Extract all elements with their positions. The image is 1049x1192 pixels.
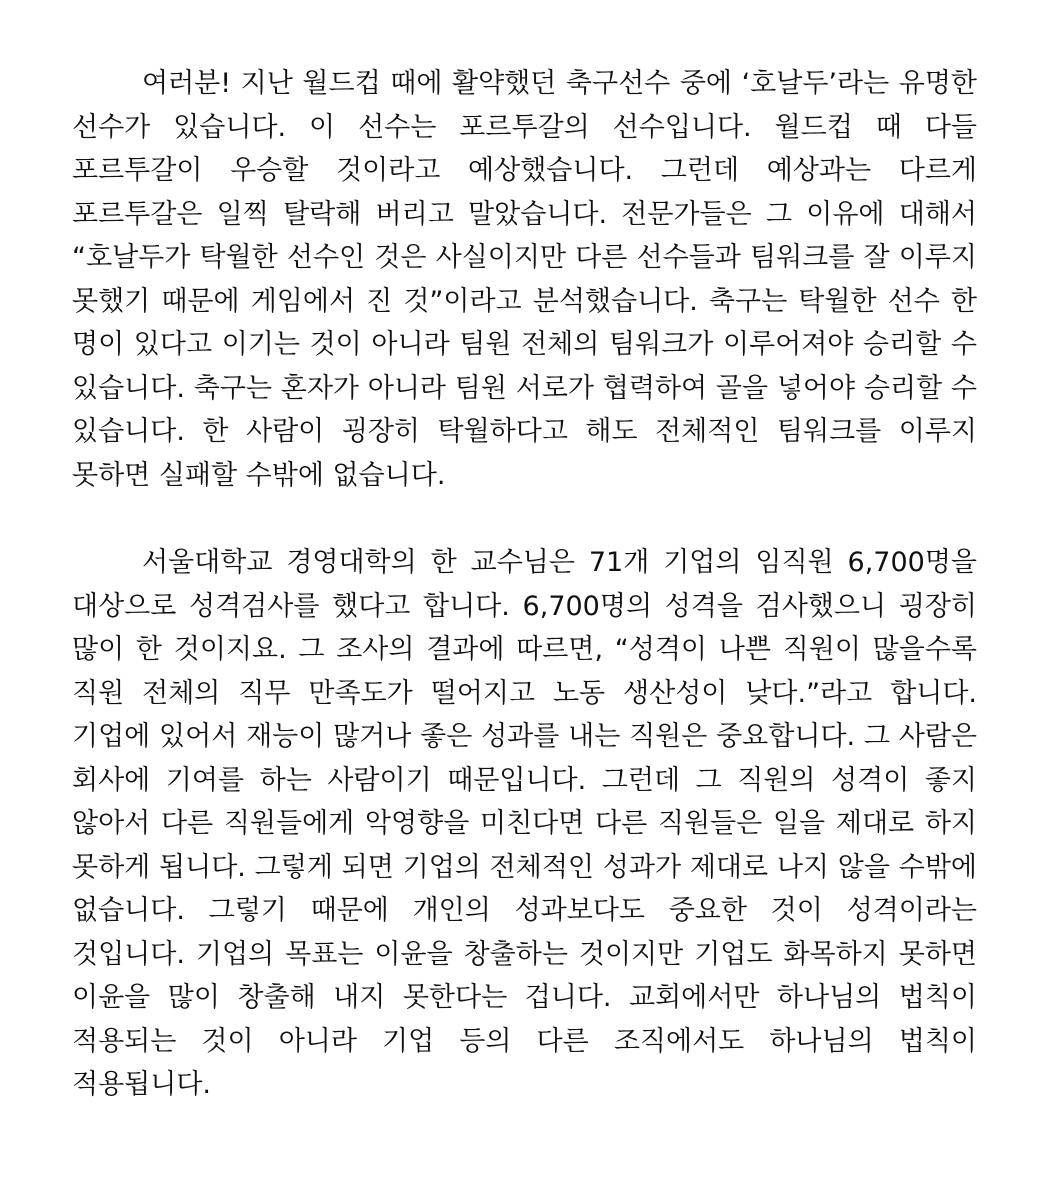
paragraph-ronaldo-teamwork: 여러분! 지난 월드컵 때에 활약했던 축구선수 중에 ‘호날두’라는 유명한 선수가 있습니다. 이 선수는 포르투갈의 선수입니다. 월드컵 때 다들 포르투갈이 우승할 것이라고 예상했습니다. 그런데 예상과는 다르게 포르투갈은 일찍 탈락해 버리고 말았습니다. 전문가들은 그 이유에 대해서 “호날두가 탁월한 선수인 것은 사실이지만 다른 선수들과 팀워크를 잘 이루지 못했기 때문에 게임에서 진 것”이라고 분석했습니다. 축구는 탁월한 선수 한 명이 있다고 이기는 것이 아니라 팀원 전체의 팀워크가 이루어져야 승리할 수 있습니다. 축구는 혼자가 아니라 팀원 서로가 협력하여 골을 넣어야 승리할 수 있습니다. 한 사람이 굉장히 탁월하다고 해도 전체적인 팀워크를 이루지 못하면 실패할 수밖에 없습니다. bbox=[72, 68, 977, 491]
paragraph-personality-study: 서울대학교 경영대학의 한 교수님은 71개 기업의 임직원 6,700명을 대상으로 성격검사를 했다고 합니다. 6,700명의 성격을 검사했으니 굉장히 많이 한 것이지요. 그 조사의 결과에 따르면, “성격이 나쁜 직원이 많을수록 직원 전체의 직무 만족도가 떨어지고 노동 생산성이 낮다.”라고 합니다. 기업에 있어서 재능이 많거나 좋은 성과를 내는 직원은 중요합니다. 그 사람은 회사에 기여를 하는 사람이기 때문입니다. 그런데 그 직원의 성격이 좋지 않아서 다른 직원들에게 악영향을 미친다면 다른 직원들은 일을 제대로 하지 못하게 됩니다. 그렇게 되면 기업의 전체적인 성과가 제대로 나지 않을 수밖에 없습니다. 그렇기 때문에 개인의 성과보다도 중요한 것이 성격이라는 것입니다. 기업의 목표는 이윤을 창출하는 것이지만 기업도 화목하지 못하면 이윤을 많이 창출해 내지 못한다는 겁니다. 교회에서만 하나님의 법칙이 적용되는 것이 아니라 기업 등의 다른 조직에서도 하나님의 법칙이 적용됩니다. bbox=[72, 547, 977, 1100]
document-page bbox=[72, 62, 977, 1107]
